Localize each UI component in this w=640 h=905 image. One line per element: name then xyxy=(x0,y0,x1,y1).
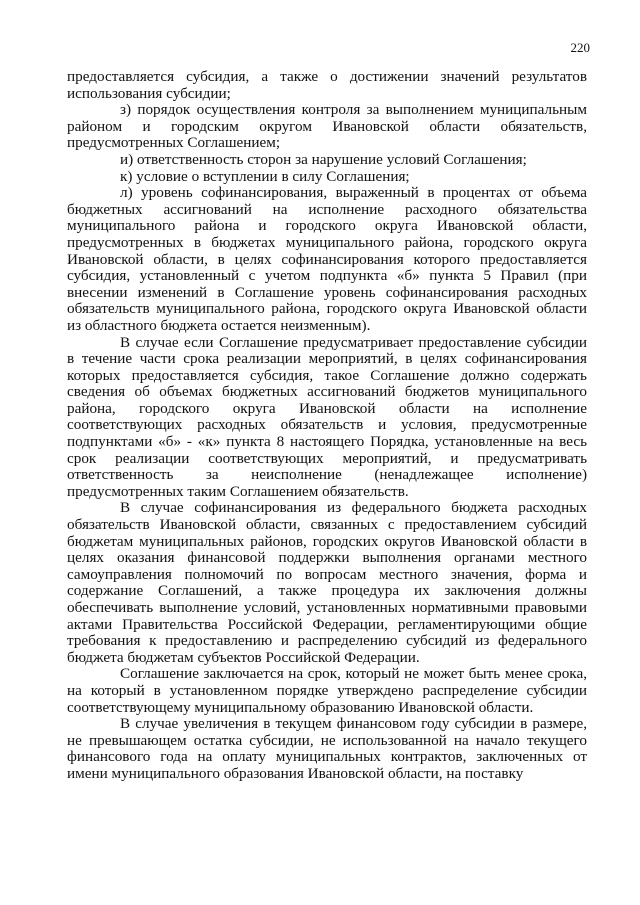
document-body xyxy=(67,69,587,783)
paragraph-item-k: к) условие о вступлении в силу Соглашения; xyxy=(120,167,410,185)
page-number: 220 xyxy=(570,40,590,55)
paragraph-subsidy-increase: В случае увеличения в текущем финансовом году субсидии в размере, не превышающем остатка субсидии, не использованной на начало текущего финансового года на оплату муниципальных контрактов, заключенных от имени муниципального образования Ивановской области, на поставку xyxy=(67,715,587,782)
paragraph-item-l: л) уровень софинансирования, выраженный в процентах от объема бюджетных ассигнований на исполнение расходного обязательства муниципального района и городского округа Ивановской области, предусмотренных в бюджетах муниципального района, городского округа Ивановской области, в целях софинансирования которого предоставляется субсидия, установленный с учетом подпункта «б» пункта 5 Правил (при внесении изменений в Соглашение уровень софинансирования расходных обязательств муниципального района, городского округа Ивановской области из областного бюджета остается неизменным). xyxy=(67,184,587,334)
paragraph-federal-cofinancing: В случае софинансирования из федерального бюджета расходных обязательств Ивановской области, связанных с предоставлением субсидий бюджетам муниципальных районов, городских округов Ивановской области в целях оказания финансовой поддержки выполнения органами местного самоуправления полномочий по вопросам местного значения, форма и содержание Соглашений, а также процедура их заключения должны обеспечивать выполнение условий, установленных нормативными правовыми актами Правительства Российской Федерации, регламентирующими общие требования к предоставлению и распределению субсидий из федерального бюджета бюджетам субъектов Российской Федерации. xyxy=(67,499,587,666)
paragraph-partial-term: В случае если Соглашение предусматривает предоставление субсидии в течение части срока реализации мероприятий, в целях софинансирования которых предоставляется субсидия, такое Соглашение должно содержать сведения об объемах бюджетных ассигнований бюджетов муниципального района, городского округа Ивановской области на исполнение соответствующих расходных обязательств и условия, предусмотренные подпунктами «б» - «к» пункта 8 настоящего Порядка, установленные на весь срок реализации соответствующих мероприятий, и предусматривать ответственность за неисполнение (ненадлежащее исполнение) предусмотренных таким Соглашением обязательств. xyxy=(67,333,587,500)
paragraph-item-z: з) порядок осуществления контроля за выполнением муниципальным районом и городским округом Ивановской области обязательств, предусмотренных Соглашением; xyxy=(67,101,587,152)
paragraph-continuation: предоставляется субсидия, а также о достижении значений результатов использования субсидии; xyxy=(67,68,587,102)
paragraph-agreement-term: Соглашение заключается на срок, который не может быть менее срока, на который в установленном порядке утверждено распределение субсидии соответствующему муниципальному образованию Ивановской области. xyxy=(67,665,587,716)
paragraph-item-i: и) ответственность сторон за нарушение условий Соглашения; xyxy=(120,150,527,168)
